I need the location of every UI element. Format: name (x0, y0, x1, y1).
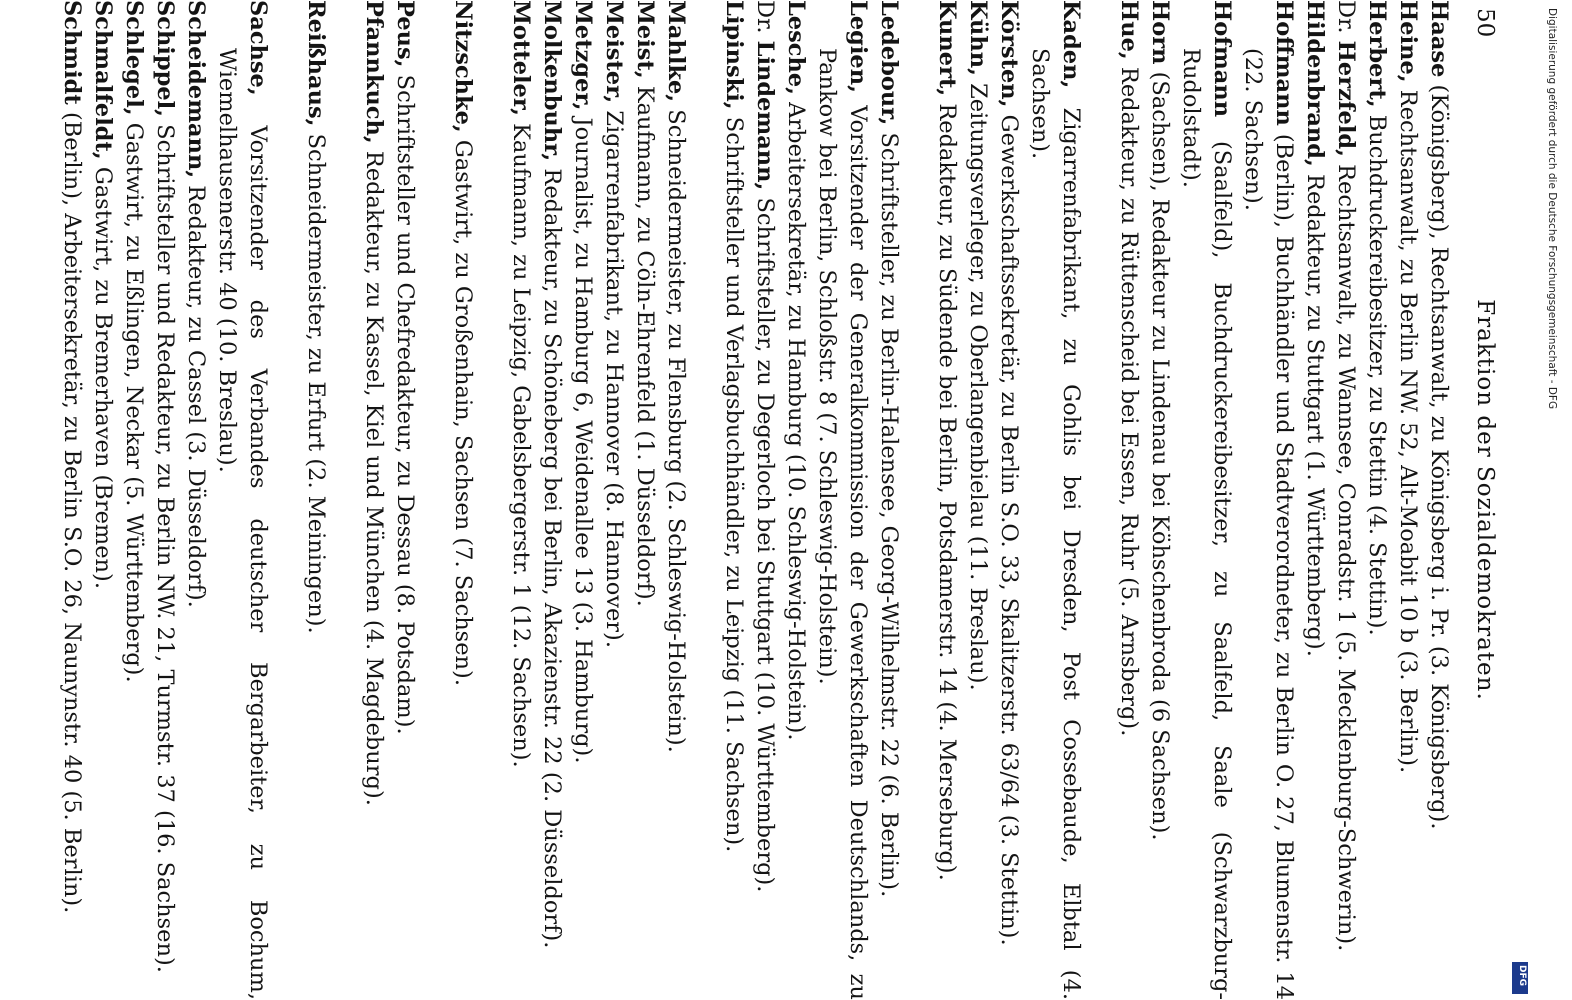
member-name: Schippel, (152, 0, 178, 118)
member-entry (536, 0, 567, 1000)
member-name: Hue, (1116, 0, 1142, 60)
member-entry (118, 0, 149, 1000)
member-details: Zigarrenfabrikant, zu Gohlis bei Dresden, Post Cossebaude, Elbtal (4. Sachsen). (1027, 48, 1084, 1000)
member-entry (1299, 0, 1330, 1000)
member-entry (931, 0, 962, 1000)
member-details: Gastwirt, zu Eßlingen, Neckar (5. Württemberg). (121, 115, 147, 683)
member-name: Hoffmann (1271, 0, 1297, 126)
member-entry (811, 0, 873, 1000)
member-details: (Sachsen), Redakteur zu Lindenau bei Köhschenbroda (6 Sachsen). (1147, 64, 1173, 841)
member-details: Schriftsteller, zu Berlin-Halensee, Georg-Wilhelmstr. 22 (6. Berlin). (876, 125, 902, 898)
member-entry (1330, 0, 1361, 1000)
member-details: Gastwirt, zu Bremerhaven (Bremen). (90, 159, 116, 589)
member-details: Redakteur, zu Stuttgart (1. Württemberg). (1302, 166, 1328, 657)
member-entry (660, 0, 691, 1000)
member-name: Metzger, (570, 0, 596, 111)
member-entry (629, 0, 660, 1000)
member-details: Vorsitzender der Generalkommission der Gewerkschaften Deutschlands, zu Pankow bei Berlin, Schloßstr. 8 (7. Schleswig-Holstein). (814, 48, 871, 1000)
member-details: Zeitungsverleger, zu Oberlangenbielau (11. Breslau). (965, 75, 991, 691)
group-separator (478, 0, 505, 1000)
member-entry (598, 0, 629, 1000)
member-entry (56, 0, 87, 1000)
member-details: Gastwirt, zu Großenhain, Sachsen (7. Sachsen). (450, 132, 476, 686)
member-details: Redakteur, zu Cassel (3. Düsseldorf). (183, 178, 209, 608)
member-details: Arbeitersekretär, zu Hamburg (10. Schleswig-Holstein). (783, 95, 809, 741)
member-name: Scheidemann, (183, 0, 209, 179)
member-entry (962, 0, 993, 1000)
member-name: Sachse, (245, 0, 271, 96)
member-name: Herzfeld, (1333, 40, 1359, 157)
member-name: Kaden, (1058, 0, 1084, 89)
member-details: (Berlin), Buchhändler und Stadtverordneter, zu Berlin O. 27, Blumenstr. 14 (22. Sachsen). (1240, 48, 1297, 1000)
member-entry (780, 0, 811, 1000)
dfg-logo (1512, 962, 1528, 994)
member-name: Legien, (845, 0, 871, 93)
group-separator (904, 0, 931, 1000)
member-details: Redakteur, zu Kassel, Kiel und München (4. Magdeburg). (361, 143, 387, 806)
member-details: Kaufmann, zu Leipzig, Gabelsbergerstr. 1 (12. Sachsen). (508, 115, 534, 768)
member-name: Lindemann, (752, 40, 778, 191)
member-name: Mahlke, (663, 0, 689, 103)
member-details: Redakteur, zu Schöneberg bei Berlin, Akazienstr. 22 (2. Düsseldorf). (539, 161, 565, 949)
member-details: Schriftsteller und Chefredakteur, zu Dessau (8. Potsdam). (392, 67, 418, 735)
page-number: 50 (1472, 8, 1498, 38)
member-name: Hofmann (1209, 0, 1235, 118)
member-details: Journalist, zu Hamburg 6, Weidenallee 13 (3. Hamburg). (570, 110, 596, 764)
member-details: Vorsitzender des Verbandes deutscher Bergarbeiter, zu Bochum, Wiemelhausenerstr. 40 (10. Breslau). (214, 48, 271, 1000)
member-name: Reißhaus, (303, 0, 329, 127)
member-name: Nitzschke, (450, 0, 476, 133)
member-entry (1024, 0, 1086, 1000)
member-details: Schriftsteller, zu Degerloch bei Stuttgart (10. Württemberg). (752, 190, 778, 893)
member-name: Schmidt (59, 0, 85, 105)
member-entry (180, 0, 211, 1000)
member-details: Schneidermeister, zu Flensburg (2. Schleswig-Holstein). (663, 102, 689, 753)
member-details: Zigarrenfabrikant, zu Hannover (8. Hannover). (601, 103, 627, 648)
member-name: Lipinski, (721, 0, 747, 110)
member-entry (1113, 0, 1144, 1000)
member-name: Haase (1426, 0, 1452, 78)
member-details: Kaufmann, zu Cöln-Ehrenfeld (1. Düsseldorf). (632, 78, 658, 607)
group-separator (331, 0, 358, 1000)
member-list (56, 0, 1454, 1000)
group-separator (420, 0, 447, 1000)
member-entry (447, 0, 478, 1000)
member-entry (211, 0, 273, 1000)
group-separator (273, 0, 300, 1000)
member-entry (749, 0, 780, 1000)
funding-note: Digitalisierung gefördert durch die Deutsche Forschungsgemeinschaft - DFG (1546, 8, 1558, 410)
member-name: Schmalfeldt, (90, 0, 116, 160)
member-entry (505, 0, 536, 1000)
member-entry (873, 0, 904, 1000)
member-details: Rechtsanwalt, zu Berlin NW. 52, Alt-Moabit 10 b (3. Berlin). (1395, 82, 1421, 774)
member-details: (Saalfeld), Buchdruckereibesitzer, zu Saalfeld, Saale (Schwarzburg-Rudolstadt). (1178, 48, 1235, 1000)
group-separator (1086, 0, 1113, 1000)
member-name: Horn (1147, 0, 1173, 65)
member-entry (1175, 0, 1237, 1000)
member-name: Ledebour, (876, 0, 902, 126)
member-name: Schlegel, (121, 0, 147, 116)
member-name: Meister, (601, 0, 627, 104)
member-entry (1144, 0, 1175, 1000)
member-entry (358, 0, 389, 1000)
member-details: Rechtsanwalt, zu Wannsee, Conradstr. 1 (5. Mecklenburg-Schwerin). (1333, 156, 1359, 952)
member-title-prefix: Dr. (1333, 0, 1359, 41)
member-details: Schneidermeister, zu Erfurt (2. Meiningen). (303, 126, 329, 634)
member-entry (300, 0, 331, 1000)
member-title-prefix: Dr. (752, 0, 778, 41)
digitization-footer (1510, 0, 1572, 1000)
member-name: Kühn, (965, 0, 991, 76)
member-entry (1423, 0, 1454, 1000)
member-details: Buchdruckereibesitzer, zu Stettin (4. Stettin). (1364, 107, 1390, 636)
member-details: Schriftsteller und Redakteur, zu Berlin NW. 21, Turmstr. 37 (16. Sachsen). (152, 117, 178, 973)
member-entry (389, 0, 420, 1000)
member-name: Hildenbrand, (1302, 0, 1328, 167)
member-details: Redakteur, zu Südende bei Berlin, Potsdamerstr. 14 (4. Merseburg). (934, 96, 960, 881)
member-entry (1361, 0, 1392, 1000)
member-entry (1392, 0, 1423, 1000)
member-details: Redakteur, zu Rüttenscheid bei Essen, Ruhr (5. Arnsberg). (1116, 59, 1142, 737)
dfg-logo-text: DFG (1517, 965, 1527, 987)
rotated-document-page (20, 0, 1500, 1000)
member-entry (718, 0, 749, 1000)
member-entry (87, 0, 118, 1000)
running-title: Fraktion der Sozialdemokraten. (1472, 299, 1498, 701)
member-entry (993, 0, 1024, 1000)
group-separator (691, 0, 718, 1000)
member-name: Molkenbuhr, (539, 0, 565, 162)
member-entry (1237, 0, 1299, 1000)
page-header (1464, 0, 1500, 1000)
member-details: Schriftsteller und Verlagsbuchhändler, zu Leipzig (11. Sachsen). (721, 109, 747, 853)
member-details: (Berlin), Arbeitersekretär, zu Berlin S.O. 26, Naunynstr. 40 (5. Berlin). (59, 104, 85, 914)
member-name: Motteler, (508, 0, 534, 116)
member-name: Heine, (1395, 0, 1421, 83)
member-entry (149, 0, 180, 1000)
member-name: Kunert, (934, 0, 960, 97)
member-name: Meist, (632, 0, 658, 79)
member-name: Pfannkuch, (361, 0, 387, 144)
member-name: Lesche, (783, 0, 809, 96)
member-entry (567, 0, 598, 1000)
member-details: Gewerkschaftssekretär, zu Berlin S.O. 33, Skalitzerstr. 63/64 (3. Stettin). (996, 107, 1022, 946)
member-details: (Königsberg), Rechtsanwalt, zu Königsberg i. Pr. (3. Königsberg). (1426, 77, 1452, 830)
member-name: Körsten, (996, 0, 1022, 108)
member-name: Peus, (392, 0, 418, 68)
member-name: Herbert, (1364, 0, 1390, 108)
